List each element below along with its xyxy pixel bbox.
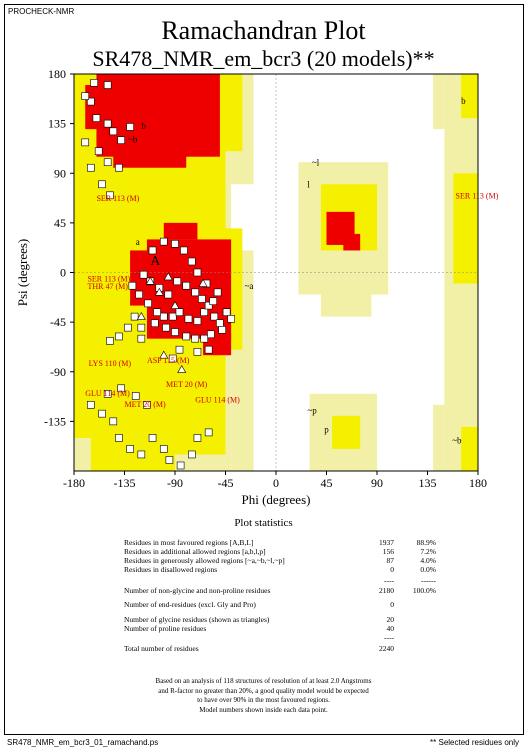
y-tick-label: 45 [54,215,66,230]
statistics-row-percent: 88.9% [416,538,436,547]
x-tick-label: -180 [63,476,85,490]
data-point [140,271,147,278]
statistics-row-percent: 4.0% [420,556,436,565]
data-point [180,247,187,254]
data-point [149,434,156,441]
region-core [85,85,102,129]
data-point [192,335,199,342]
region-label: A [150,253,161,269]
statistics-row-count: 1937 [379,538,394,547]
data-point [172,329,179,336]
footnote-line: and R-factor no greater than 20%, a good quality model would be expected [158,686,369,695]
data-point [183,333,190,340]
statistics-row-label: Number of end-residues (excl. Gly and Pro) [124,600,256,609]
data-point [205,429,212,436]
region-label: b [141,121,146,132]
data-point [154,309,161,316]
data-point [219,326,226,333]
data-point [99,181,106,188]
y-tick-label: -135 [44,414,66,429]
data-point [207,331,214,338]
data-point [163,324,170,331]
statistics-row-label: Residues in additional allowed regions [a,b,l,p] [124,547,266,556]
data-point [174,278,181,285]
data-point [138,324,145,331]
data-point [131,313,138,320]
data-point [172,240,179,247]
region-allowed [332,416,360,449]
statistics-row-count: 2240 [379,644,394,653]
region-allowed [74,195,91,234]
footer-filename: SR478_NMR_em_bcr3_01_ramachand.ps [7,738,159,747]
data-point [183,282,190,289]
data-point [216,320,223,327]
residue-label: MET 20 (M) [166,380,208,390]
y-tick-label: 135 [48,116,66,131]
footnote [0,677,527,715]
data-point [169,313,176,320]
statistics-row-percent: ------ [421,576,436,585]
data-point [194,269,201,276]
data-point [110,418,117,425]
residue-label: MET 20 (M) [124,400,166,410]
data-point [188,258,195,265]
statistics-row-percent: 7.2% [420,547,436,556]
residue-label: SER 113 (M) [87,274,131,284]
statistics-row-label: Number of glycine residues (shown as triangles) [124,615,270,624]
data-point [82,93,89,100]
data-point [160,445,167,452]
region-generous [321,261,372,316]
data-point [138,451,145,458]
data-point [136,291,143,298]
y-tick-label: 90 [54,166,66,181]
region-allowed [461,427,478,471]
y-axis-label: Psi (degrees) [15,238,30,307]
data-point [82,139,89,146]
data-point [214,289,221,296]
data-point [160,313,167,320]
residue-label: ASP 115 (M) [146,355,190,365]
data-point [201,309,208,316]
region-label: a [135,236,140,247]
statistics-row-count: ---- [384,576,394,585]
region-generous [433,74,444,129]
y-tick-label: -45 [50,315,66,330]
statistics-row-label: Number of proline residues [124,624,207,633]
data-point [166,456,173,463]
statistics-heading: Plot statistics [234,517,293,529]
y-tick-label: 0 [60,265,66,280]
data-point [149,247,156,254]
residue-label: GLU 114 (M) [195,395,240,405]
data-point [87,164,94,171]
data-point [104,82,111,89]
residue-label: SER 113 (M) [96,193,140,203]
data-point [165,291,172,298]
data-point [192,289,199,296]
data-point [93,115,100,122]
data-point [118,137,125,144]
region-core [343,234,360,251]
residue-label: SER 113 (M) [455,191,499,201]
statistics-row-count: ---- [384,633,394,642]
statistics-row-label: Residues in disallowed regions [124,565,218,574]
statistics-row-count: 87 [386,556,394,565]
data-point [138,335,145,342]
data-point [115,434,122,441]
x-tick-label: 180 [469,476,487,490]
data-point [115,164,122,171]
region-label: b [461,95,466,106]
residue-label: LYS 110 (M) [88,359,132,369]
x-tick-label: -90 [167,476,183,490]
data-point [194,318,201,325]
data-point [160,238,167,245]
data-point [177,462,184,469]
data-point [104,120,111,127]
statistics-row-count: 156 [382,547,394,556]
statistics-row-count: 40 [386,624,394,633]
plot-subtitle: SR478_NMR_em_bcr3 (20 models)** [92,46,435,71]
data-point [194,434,201,441]
x-tick-label: -135 [113,476,136,490]
data-point [95,148,102,155]
statistics-row-count: 20 [386,615,394,624]
data-point [176,346,183,353]
residue-label: GLU 114 (M) [85,389,130,399]
data-point [176,309,183,316]
data-point [194,348,201,355]
data-point [145,300,152,307]
x-tick-label: -45 [217,476,234,490]
footnote-line: Model numbers shown inside each data point. [199,705,328,714]
y-tick-label: -90 [50,364,66,379]
data-point [228,315,235,322]
data-point [185,315,192,322]
region-label: l [307,179,310,190]
region-generous [433,405,444,471]
statistics-row-label: Residues in most favoured regions [A,B,L] [124,538,254,547]
region-core [96,74,219,157]
region-label: p [324,424,329,435]
data-point [104,159,111,166]
data-point [106,337,113,344]
data-point [210,298,217,305]
statistics-row-count: 0 [390,565,394,574]
statistics-row-label: Residues in generously allowed regions [~a,~b,~l,~p] [124,556,285,565]
x-tick-label: 45 [320,476,333,490]
data-point [151,320,158,327]
data-point [201,335,208,342]
x-tick-label: 0 [273,476,279,490]
statistics-row-percent: 100.0% [412,586,436,595]
data-point [132,393,139,400]
footnote-line: to have over 90% in the most favoured regions. [197,696,330,704]
residue-label: THR 47 (M) [87,282,128,292]
x-axis-label: Phi (degrees) [241,492,311,507]
region-generous [74,438,91,471]
plot-title: Ramachandran Plot [161,16,366,45]
data-point [223,309,230,316]
region-core [113,151,186,168]
region-label: ~b [127,134,138,145]
footer-note: ** Selected residues only [430,738,519,747]
x-tick-label: 135 [418,476,437,490]
region-allowed [453,173,478,283]
data-point [99,410,106,417]
region-label: ~l [311,157,320,168]
data-point [91,79,98,86]
data-point [127,445,134,452]
statistics-row-label: Number of non-glycine and non-proline residues [124,586,271,595]
program-name: PROCHECK-NMR [8,7,75,16]
data-point [110,128,117,135]
x-tick-label: 90 [371,476,383,490]
statistics-row-label: Total number of residues [124,644,199,653]
statistics-row-count: 0 [390,600,394,609]
region-core [164,223,198,240]
data-point [198,295,205,302]
data-point [124,324,131,331]
statistics-row-percent: 0.0% [420,565,436,574]
region-label: ~p [307,405,317,416]
data-point [205,346,212,353]
statistics-row-count: 2180 [379,586,394,595]
data-point [115,333,122,340]
region-allowed [226,74,243,151]
footnote-line: Based on an analysis of 118 structures of resolution of at least 2.0 Angstroms [155,677,372,685]
data-point [127,123,134,130]
y-tick-label: 180 [48,67,66,81]
region-label: ~b [452,435,462,446]
data-point [188,451,195,458]
data-point [87,401,94,408]
region-label: ~a [244,281,254,292]
data-point [211,313,218,320]
